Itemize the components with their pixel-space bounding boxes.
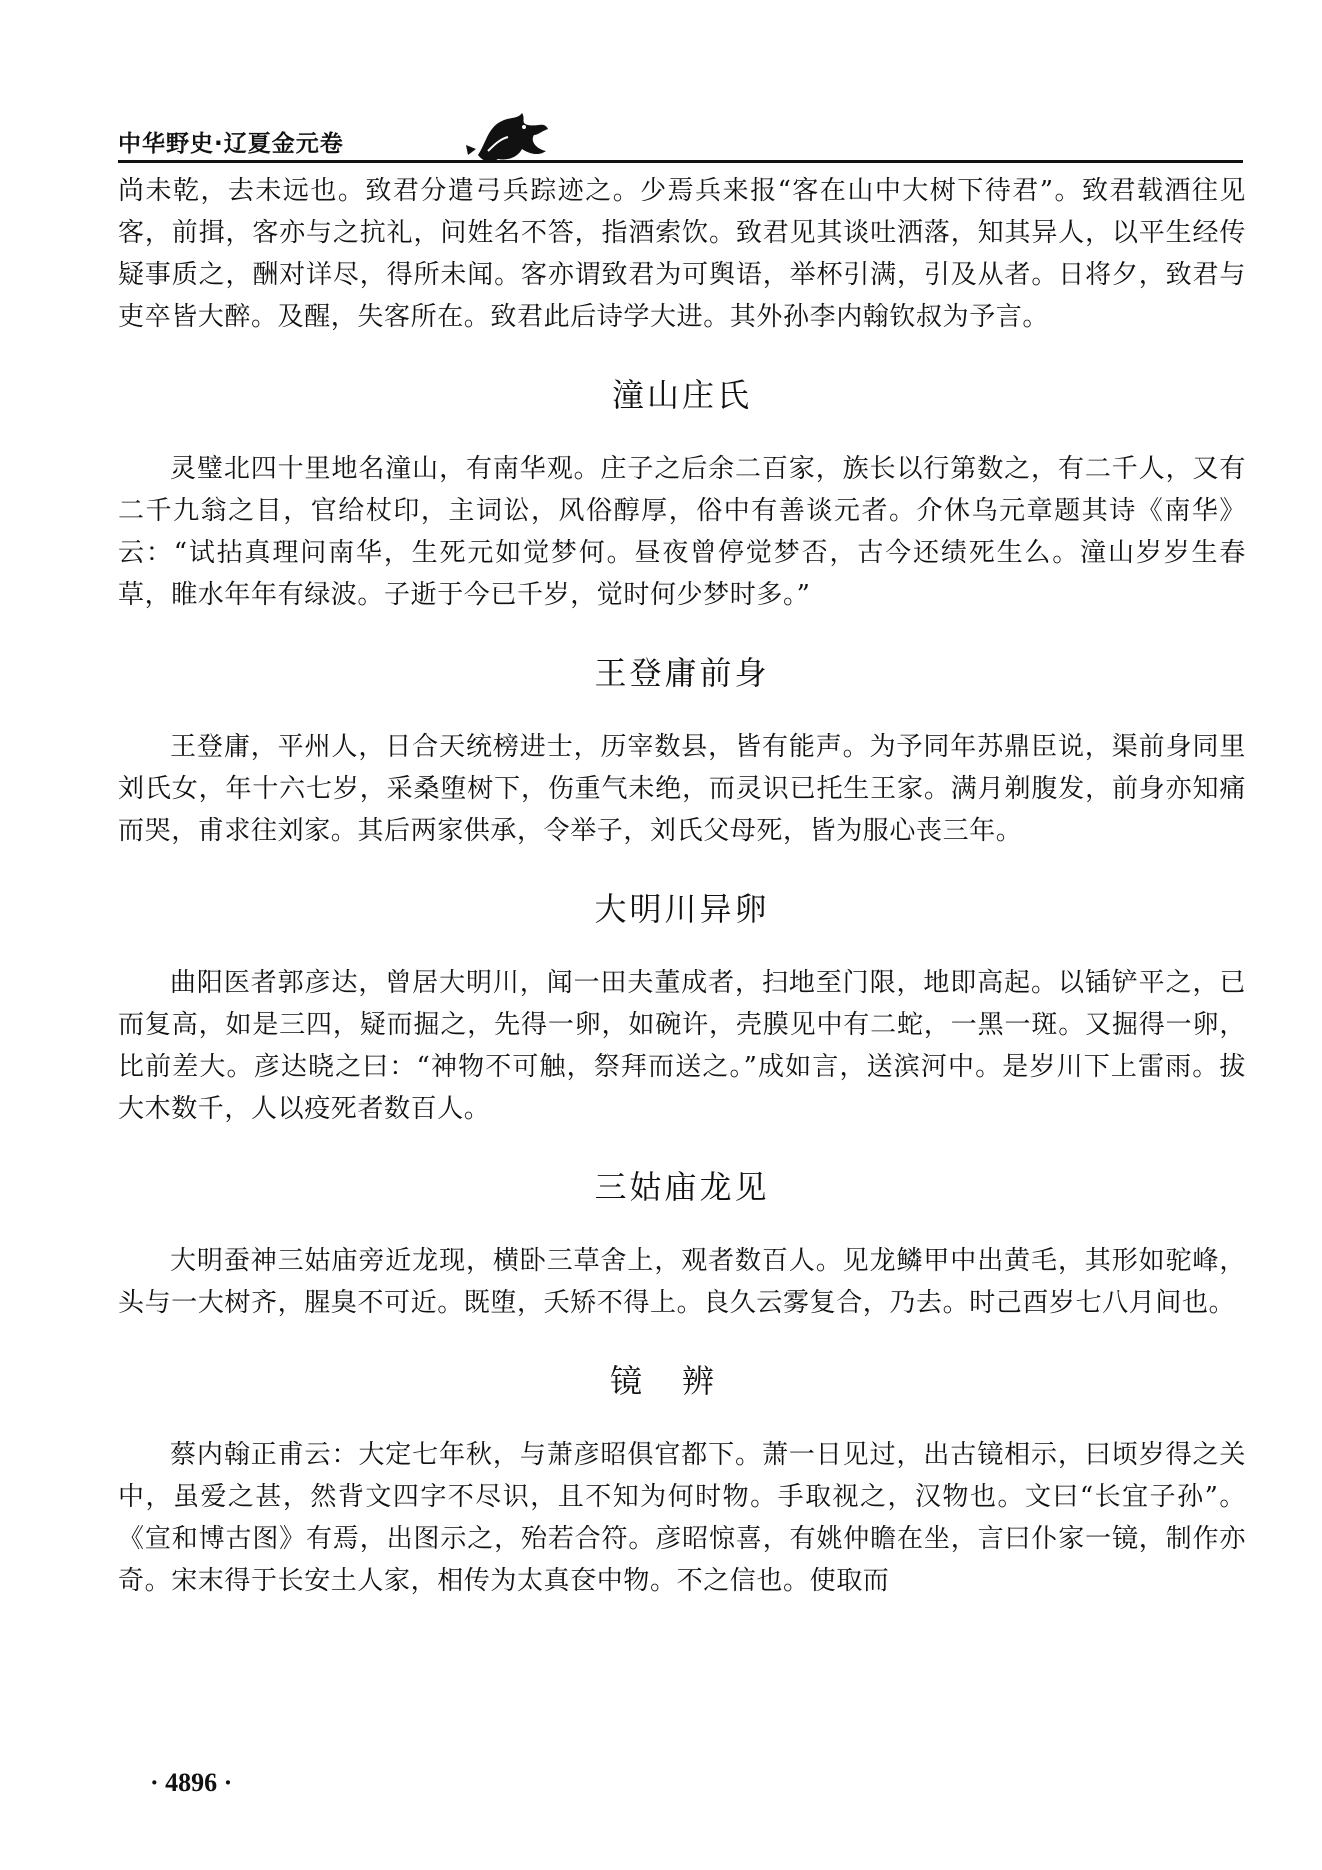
section-paragraph: 蔡内翰正甫云：大定七年秋，与萧彦昭俱官都下。萧一日见过，出古镜相示，曰顷岁得之关中，虽爱之甚，然背文四字不尽识，且不知为何时物。手取视之，汉物也。文曰“长宜子孙”。《宣和博古图》有焉，出图示之，殆若合符。彦昭惊喜，有姚仲瞻在坐，言曰仆家一镜，制作亦奇。宋末得于长安土人家，相传为太真奁中物。不之信也。使取而 — [118, 1440, 1246, 1596]
section-paragraph: 灵璧北四十里地名潼山，有南华观。庄子之后余二百家，族长以行第数之，有二千人，又有二千九翁之目，官给杖印，主词讼，风俗醇厚，俗中有善谈元者。介休乌元章题其诗《南华》云：“试拈真理问南华，生死元如觉梦何。昼夜曾停觉梦否，古今还绩死生么。潼山岁岁生春草，睢水年年有绿波。子逝于今已千岁，觉时何少梦时多。” — [118, 454, 1246, 610]
section-paragraph: 大明蚕神三姑庙旁近龙现，横卧三草舍上，观者数百人。见龙鳞甲中出黄毛，其形如驼峰，头与一大树齐，腥臭不可近。既堕，夭矫不得上。良久云雾复合，乃去。时己酉岁七八月间也。 — [118, 1246, 1246, 1318]
book-title: 中华野史·辽夏金元卷 — [118, 131, 344, 157]
dragon-icon — [458, 105, 558, 167]
page-body — [118, 170, 1246, 1602]
section-paragraph: 曲阳医者郭彦达，曾居大明川，闻一田夫董成者，扫地至门限，地即高起。以锸铲平之，已而复高，如是三四，疑而掘之，先得一卵，如碗许，壳膜见中有二蛇，一黑一斑。又掘得一卵，比前差大。彦达晓之曰：“神物不可触，祭拜而送之。”成如言，送滨河中。是岁川下上雷雨。拔大木数千，人以疫死者数百人。 — [118, 968, 1246, 1124]
page-number: · 4896 · — [150, 1768, 233, 1797]
section-title: 镜辨 — [609, 1362, 754, 1400]
section-title: 潼山庄氏 — [611, 376, 752, 414]
continued-paragraph: 尚未乾，去未远也。致君分遣弓兵踪迹之。少焉兵来报“客在山中大树下待君”。致君载酒往见客，前揖，客亦与之抗礼，问姓名不答，指酒索饮。致君见其谈吐洒落，知其异人，以平生经传疑事质之，酬对详尽，得所未闻。客亦谓致君为可舆语，举杯引满，引及从者。日将夕，致君与吏卒皆大醉。及醒，失客所在。致君此后诗学大进。其外孙李内翰钦叔为予言。 — [118, 176, 1246, 332]
running-header — [118, 105, 418, 157]
section-paragraph: 王登庸，平州人，日合天统榜进士，历宰数县，皆有能声。为予同年苏鼎臣说，渠前身同里刘氏女，年十六七岁，采桑堕树下，伤重气未绝，而灵识已托生王家。满月剃腹发，前身亦知痛而哭，甫求往刘家。其后两家供承，令举子，刘氏父母死，皆为服心丧三年。 — [118, 732, 1246, 846]
section-title: 大明川异卵 — [594, 890, 770, 928]
section-title: 王登庸前身 — [594, 654, 770, 692]
section-title: 三姑庙龙见 — [594, 1168, 770, 1206]
header-rule — [118, 160, 1243, 163]
